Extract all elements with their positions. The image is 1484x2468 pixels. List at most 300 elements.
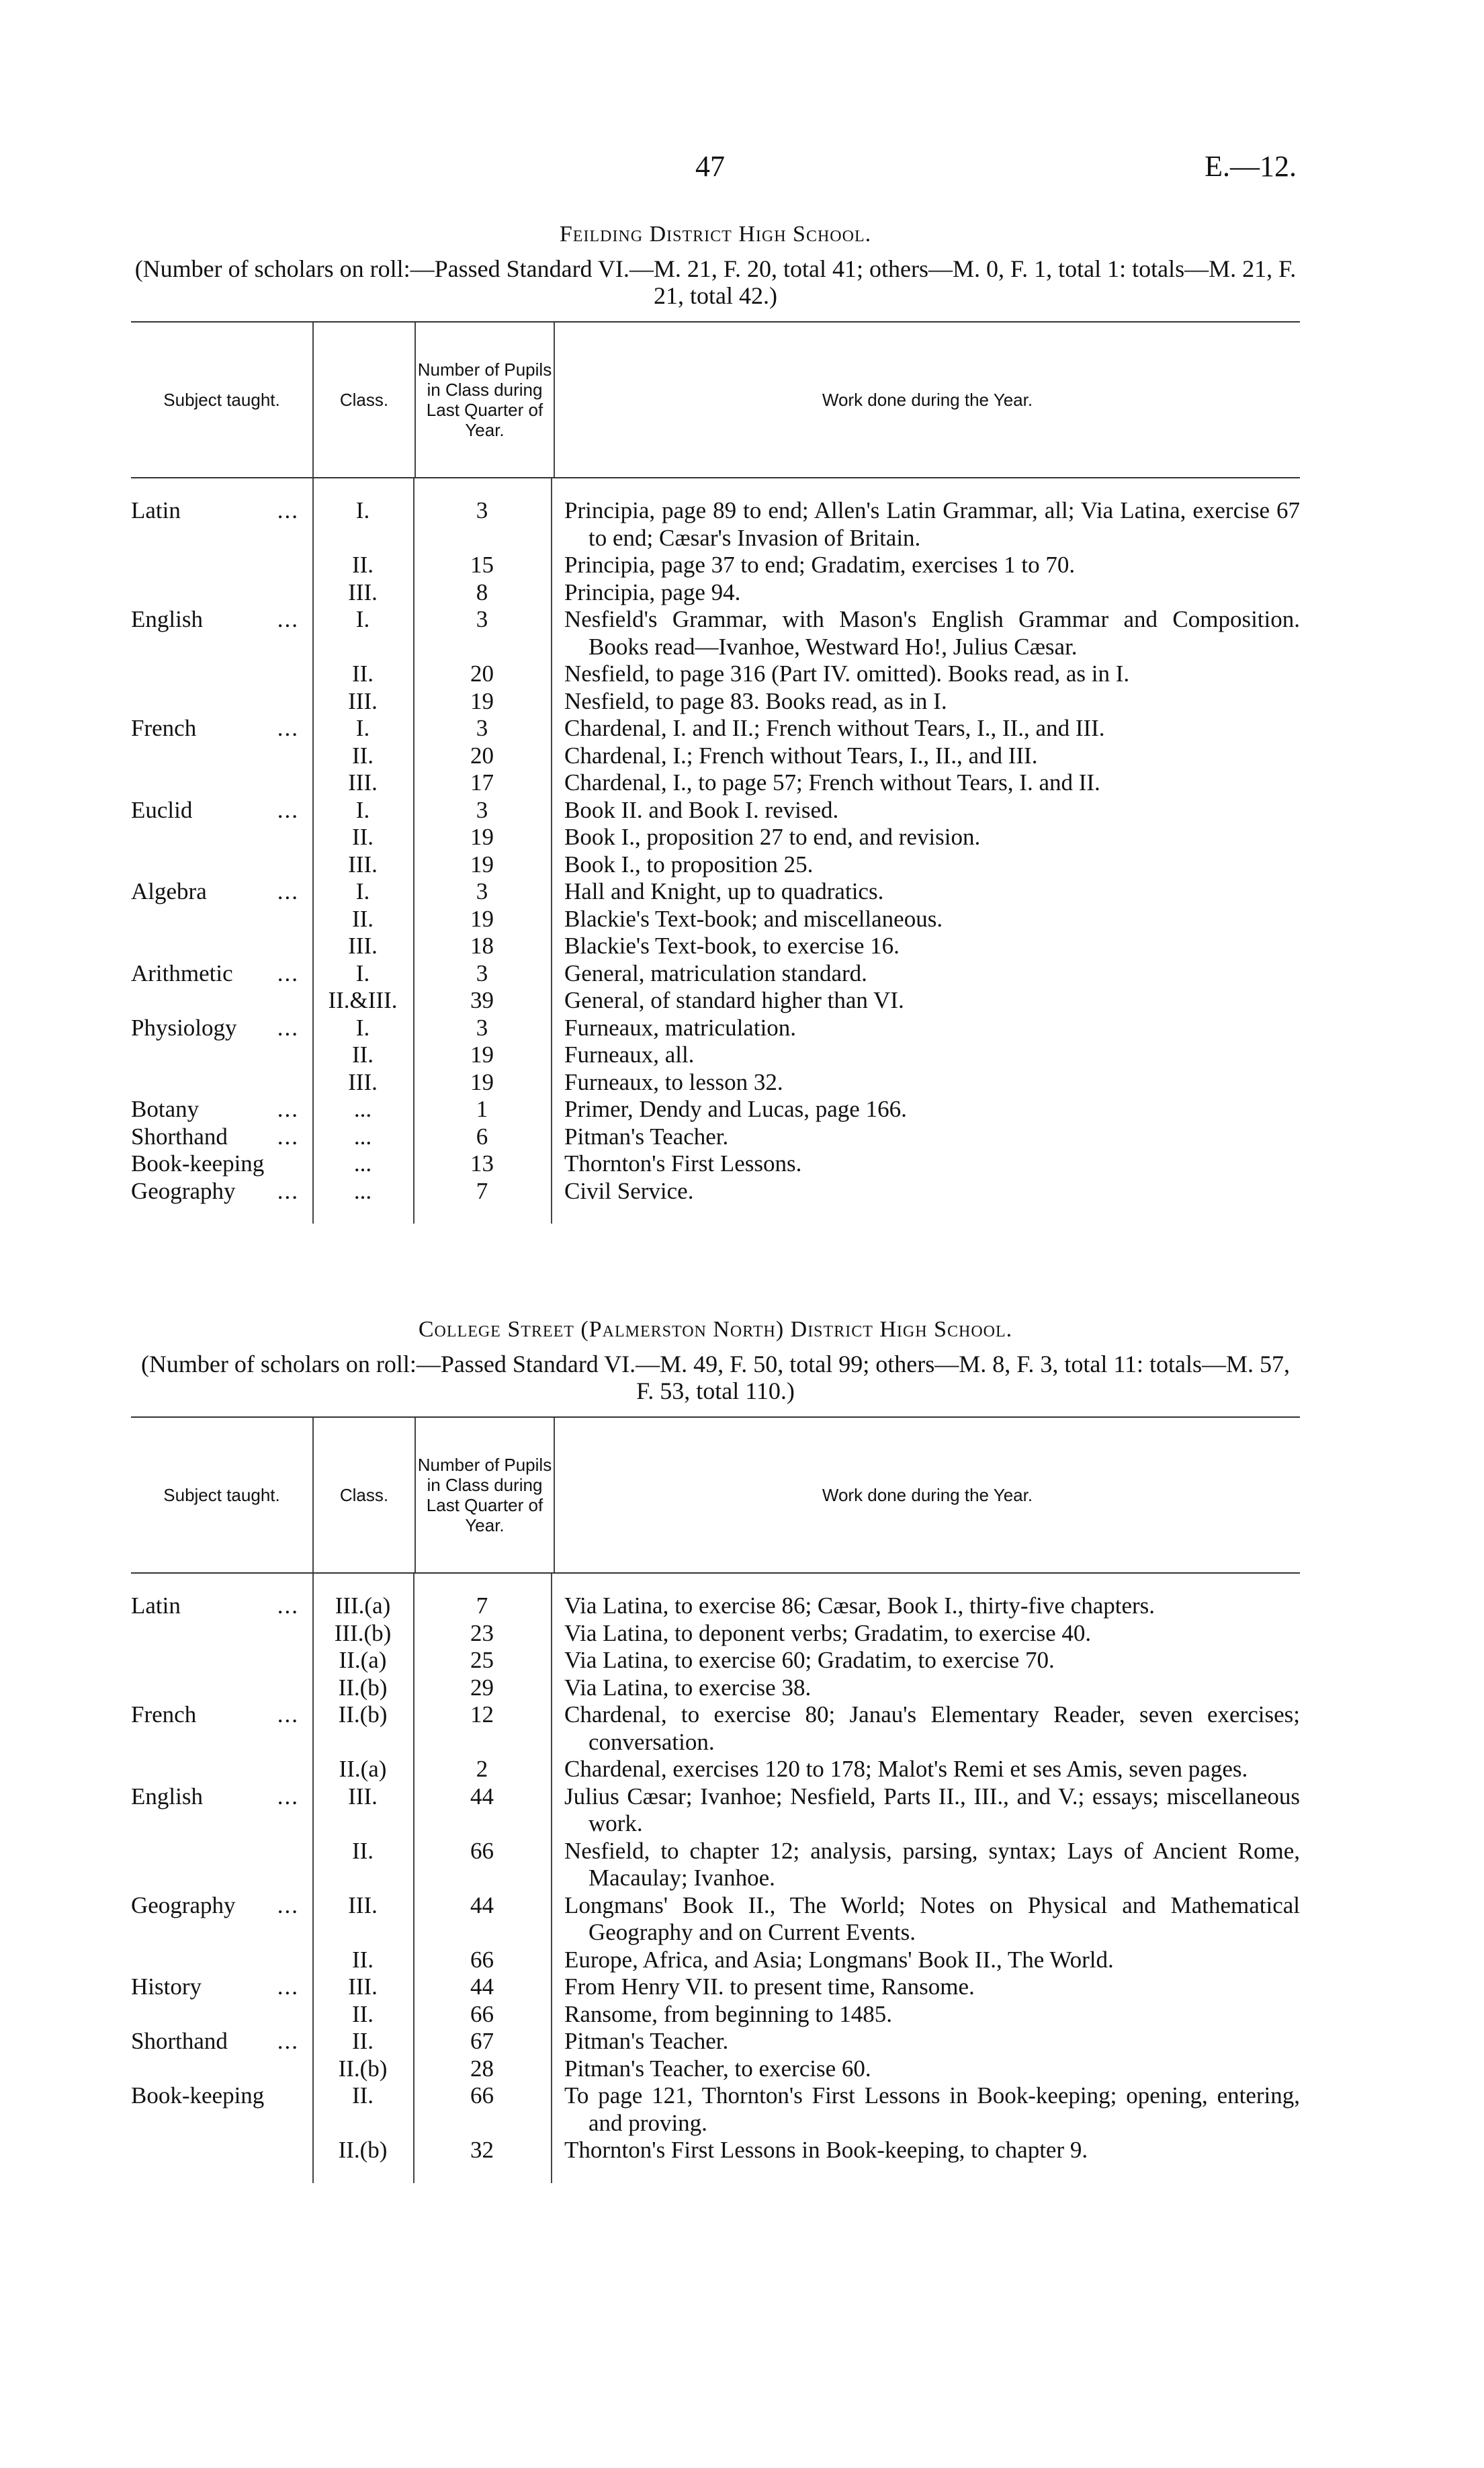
table-row (131, 1947, 1300, 1974)
row-pupils: 3 (476, 715, 488, 741)
row-work (551, 2137, 1300, 2164)
row-work (551, 851, 1300, 879)
row-subject (131, 878, 312, 906)
work-text: Nesfield, to page 316 (Part IV. omitted). Books read, as in I. (564, 661, 1130, 687)
table-row (131, 552, 1300, 579)
row-work (551, 2028, 1300, 2055)
row-class: III. (348, 1973, 378, 2000)
table-header-row (131, 323, 1300, 477)
work-text: Principia, page 94. (564, 579, 741, 605)
table-row (131, 2055, 1300, 2083)
work-text: Hall and Knight, up to quadratics. (564, 878, 884, 904)
work-text: Book I., to proposition 25. (564, 851, 814, 878)
row-class: III. (348, 1891, 378, 1918)
row-subject (131, 579, 312, 607)
work-text: Book I., proposition 27 to end, and revision. (564, 824, 981, 850)
work-table (131, 1416, 1300, 2183)
header-class: Class. (312, 1418, 414, 1572)
row-work (551, 1592, 1300, 1620)
row-class: I. (355, 715, 370, 741)
row-pupils: 32 (470, 2137, 494, 2163)
table-row (131, 960, 1300, 988)
row-work (551, 824, 1300, 851)
section-note: (Number of scholars on roll:—Passed Standard VI.—M. 21, F. 20, total 41; others—M. 0, F. 1, total 1: totals—M. 21, F. 21, total 42.) (134, 255, 1297, 309)
table-row (131, 606, 1300, 661)
row-pupils: 17 (470, 769, 494, 796)
row-class: II. (351, 1946, 374, 1973)
row-subject (131, 497, 312, 552)
row-work (551, 1647, 1300, 1674)
row-class: II. (351, 742, 374, 769)
row-pupils: 20 (470, 661, 494, 687)
leader-dots: ... (277, 1014, 299, 1041)
leader-dots: ... (277, 2028, 299, 2054)
row-work (551, 1015, 1300, 1042)
row-class: III. (348, 1068, 378, 1095)
row-work (551, 1178, 1300, 1205)
row-class: II. (351, 1837, 374, 1864)
work-text: Pitman's Teacher. (564, 1123, 729, 1150)
work-text: Pitman's Teacher, to exercise 60. (564, 2055, 871, 2082)
work-text: Furneaux, to lesson 32. (564, 1068, 783, 1095)
row-pupils: 44 (470, 1783, 494, 1810)
work-text: Pitman's Teacher. (564, 2028, 729, 2054)
work-text: Blackie's Text-book, to exercise 16. (564, 933, 900, 959)
row-pupils: 66 (470, 2082, 494, 2109)
row-class: II.(b) (338, 1701, 388, 1728)
row-class: II.(b) (338, 1674, 388, 1701)
header-work: Work done during the Year. (554, 323, 1300, 477)
row-work (551, 1973, 1300, 2001)
subject-name: Shorthand (131, 1123, 228, 1150)
row-subject (131, 1647, 312, 1674)
table-row (131, 579, 1300, 607)
work-text: General, of standard higher than VI. (564, 987, 904, 1013)
work-text: Longmans' Book II., The World; Notes on Physical and Mathematical Geography and on Current Events. (564, 1891, 1300, 1945)
leader-dots: ... (277, 1891, 299, 1918)
table-row (131, 2028, 1300, 2055)
row-pupils: 19 (470, 687, 494, 714)
row-work (551, 742, 1300, 770)
row-subject (131, 1123, 312, 1151)
row-pupils: 3 (476, 497, 488, 523)
work-text: Principia, page 89 to end; Allen's Latin Grammar, all; Via Latina, exercise 67 to end; Cæsar's Invasion of Britain. (564, 497, 1300, 551)
row-work (551, 1123, 1300, 1151)
subject-name: Latin (131, 497, 181, 523)
table-row (131, 1123, 1300, 1151)
table-row (131, 1701, 1300, 1756)
header-pupils: Number of Pupils in Class during Last Quarter of Year. (414, 1418, 554, 1572)
row-pupils: 66 (470, 1946, 494, 1973)
row-subject (131, 1756, 312, 1783)
subject-name: Arithmetic (131, 960, 233, 986)
row-subject (131, 769, 312, 797)
row-subject (131, 906, 312, 933)
row-class: III. (348, 933, 378, 959)
row-pupils: 3 (476, 960, 488, 986)
row-subject (131, 824, 312, 851)
row-work (551, 715, 1300, 742)
table-row (131, 1647, 1300, 1674)
row-class: I. (355, 878, 370, 904)
row-class: I. (355, 1014, 370, 1041)
row-work (551, 797, 1300, 824)
body-bottom-gap (131, 1205, 1300, 1224)
work-text: General, matriculation standard. (564, 960, 867, 986)
subject-name: French (131, 1701, 197, 1728)
reference-code: E.—12. (1205, 150, 1297, 183)
work-text: Julius Cæsar; Ivanhoe; Nesfield, Parts II., III., and V.; essays; miscellaneous work. (564, 1783, 1300, 1836)
header-class: Class. (312, 323, 414, 477)
row-work (551, 769, 1300, 797)
work-text: Civil Service. (564, 1177, 694, 1204)
row-pupils: 19 (470, 1041, 494, 1068)
leader-dots: ... (277, 606, 299, 632)
table-header-row (131, 1418, 1300, 1572)
row-subject (131, 1947, 312, 1974)
section-note: (Number of scholars on roll:—Passed Standard VI.—M. 49, F. 50, total 99; others—M. 8, F. 3, total 11: totals—M. 57, F. 53, total 110.) (140, 1351, 1291, 1404)
header-work: Work done during the Year. (554, 1418, 1300, 1572)
row-work (551, 1150, 1300, 1178)
subject-name: Book-keeping (131, 2082, 265, 2109)
row-work (551, 1674, 1300, 1702)
work-text: Chardenal, I., to page 57; French without Tears, I. and II. (564, 769, 1100, 796)
leader-dots: ... (277, 1592, 299, 1619)
row-subject (131, 2001, 312, 2029)
row-subject (131, 2137, 312, 2164)
row-pupils: 19 (470, 1068, 494, 1095)
row-subject (131, 715, 312, 742)
row-subject (131, 851, 312, 879)
header-subject: Subject taught. (163, 1485, 280, 1505)
row-work (551, 1620, 1300, 1648)
row-subject (131, 1783, 312, 1838)
table-row (131, 769, 1300, 797)
row-pupils: 29 (470, 1674, 494, 1701)
row-pupils: 25 (470, 1647, 494, 1673)
page-number: 47 (695, 150, 725, 183)
table-row (131, 1041, 1300, 1069)
table-row (131, 715, 1300, 742)
row-pupils: 67 (470, 2028, 494, 2054)
header-pupils: Number of Pupils in Class during Last Quarter of Year. (414, 323, 554, 477)
table-row (131, 1096, 1300, 1123)
subject-name: Geography (131, 1891, 236, 1918)
table-row (131, 2082, 1300, 2137)
section-feilding (131, 222, 1300, 1224)
row-work (551, 579, 1300, 607)
table-row (131, 824, 1300, 851)
table-row (131, 1892, 1300, 1947)
row-subject (131, 1620, 312, 1648)
header-subject: Subject taught. (163, 390, 280, 410)
row-pupils: 13 (470, 1150, 494, 1177)
row-class: II.(b) (338, 2137, 388, 2163)
row-pupils: 6 (476, 1123, 488, 1150)
row-subject (131, 1015, 312, 1042)
row-class: II. (351, 661, 374, 687)
row-class: III. (348, 1783, 378, 1810)
subject-name: Shorthand (131, 2028, 228, 2054)
table-row (131, 1783, 1300, 1838)
row-class: I. (355, 497, 370, 523)
table-row (131, 497, 1300, 552)
table-row (131, 1015, 1300, 1042)
leader-dots: ... (277, 960, 299, 986)
leader-dots: ... (277, 1177, 299, 1204)
row-work (551, 960, 1300, 988)
subject-name: Euclid (131, 796, 193, 823)
row-subject (131, 2055, 312, 2083)
work-text: Nesfield's Grammar, with Mason's English Grammar and Composition. Books read—Ivanhoe, Westward Ho!, Julius Cæsar. (564, 606, 1300, 660)
row-subject (131, 1096, 312, 1123)
row-pupils: 12 (470, 1701, 494, 1728)
work-text: Furneaux, matriculation. (564, 1014, 797, 1041)
row-work (551, 906, 1300, 933)
section-college-street (131, 1317, 1300, 2183)
table-body (131, 478, 1300, 1224)
table-row (131, 1674, 1300, 1702)
work-text: Chardenal, I. and II.; French without Tears, I., II., and III. (564, 715, 1105, 741)
subject-name: Physiology (131, 1014, 237, 1041)
row-subject (131, 1592, 312, 1620)
row-class: I. (355, 960, 370, 986)
subject-name: History (131, 1973, 202, 2000)
table-row (131, 797, 1300, 824)
row-class: II. (351, 1041, 374, 1068)
row-subject (131, 1892, 312, 1947)
row-class: II. (351, 2082, 374, 2109)
leader-dots: ... (277, 1783, 299, 1810)
leader-dots: ... (277, 715, 299, 741)
work-text: Primer, Dendy and Lucas, page 166. (564, 1096, 907, 1122)
page-header (131, 149, 1297, 189)
row-pupils: 19 (470, 905, 494, 932)
row-subject (131, 1069, 312, 1097)
row-subject (131, 742, 312, 770)
subject-name: Algebra (131, 878, 207, 904)
work-text: Chardenal, to exercise 80; Janau's Elementary Reader, seven exercises; conversation. (564, 1701, 1300, 1755)
work-text: Via Latina, to exercise 38. (564, 1674, 812, 1701)
leader-dots: ... (277, 1973, 299, 2000)
table-row (131, 1150, 1300, 1178)
leader-dots: ... (277, 1123, 299, 1150)
work-text: Principia, page 37 to end; Gradatim, exercises 1 to 70. (564, 552, 1076, 578)
row-subject (131, 797, 312, 824)
work-text: Furneaux, all. (564, 1041, 695, 1068)
body-top-gap (131, 478, 1300, 497)
row-work (551, 1783, 1300, 1838)
table-row (131, 1973, 1300, 2001)
table-row (131, 2137, 1300, 2164)
row-work (551, 878, 1300, 906)
work-text: Nesfield, to chapter 12; analysis, parsing, syntax; Lays of Ancient Rome, Macaulay; Ivanhoe. (564, 1837, 1300, 1891)
leader-dots: ... (277, 796, 299, 823)
table-row (131, 1592, 1300, 1620)
row-pupils: 19 (470, 851, 494, 878)
row-pupils: 66 (470, 2000, 494, 2027)
row-pupils: 1 (476, 1096, 488, 1122)
row-class: I. (355, 796, 370, 823)
table-row (131, 878, 1300, 906)
row-pupils: 20 (470, 742, 494, 769)
row-pupils: 44 (470, 1891, 494, 1918)
table-row (131, 2001, 1300, 2029)
row-class: III. (348, 851, 378, 878)
body-bottom-gap (131, 2164, 1300, 2183)
section-title: College Street (Palmerston North) District High School. (418, 1317, 1013, 1342)
table-row (131, 851, 1300, 879)
row-subject (131, 2082, 312, 2137)
row-pupils: 7 (476, 1177, 488, 1204)
row-pupils: 66 (470, 1837, 494, 1864)
row-work (551, 1701, 1300, 1756)
table-row (131, 906, 1300, 933)
row-class: III. (348, 579, 378, 605)
row-class: II. (351, 905, 374, 932)
row-pupils: 39 (470, 987, 494, 1013)
row-pupils: 18 (470, 933, 494, 959)
row-class: II. (351, 552, 374, 578)
work-text: Blackie's Text-book; and miscellaneous. (564, 905, 943, 932)
work-text: Ransome, from beginning to 1485. (564, 2000, 893, 2027)
subject-name: French (131, 715, 197, 741)
table-row (131, 688, 1300, 716)
row-subject (131, 1150, 312, 1178)
subject-name: Book-keeping (131, 1150, 265, 1177)
row-work (551, 688, 1300, 716)
row-subject (131, 1041, 312, 1069)
leader-dots: ... (277, 1701, 299, 1728)
row-class: III. (348, 687, 378, 714)
table-body (131, 1574, 1300, 2183)
row-class: ... (353, 1177, 372, 1204)
subject-name: Botany (131, 1096, 200, 1122)
row-pupils: 3 (476, 796, 488, 823)
work-text: To page 121, Thornton's First Lessons in Book-keeping; opening, entering, and proving. (564, 2082, 1300, 2136)
row-pupils: 15 (470, 552, 494, 578)
row-pupils: 23 (470, 1619, 494, 1646)
work-text: Via Latina, to deponent verbs; Gradatim, to exercise 40. (564, 1619, 1092, 1646)
row-work (551, 497, 1300, 552)
row-class: III.(b) (334, 1619, 392, 1646)
row-work (551, 1041, 1300, 1069)
row-class: ... (353, 1123, 372, 1150)
work-text: From Henry VII. to present time, Ransome. (564, 1973, 975, 2000)
row-pupils: 3 (476, 878, 488, 904)
section-title: Feilding District High School. (559, 222, 872, 247)
body-top-gap (131, 1574, 1300, 1592)
row-subject (131, 1178, 312, 1205)
row-class: III.(a) (335, 1592, 391, 1619)
table-row (131, 1069, 1300, 1097)
subject-name: Geography (131, 1177, 236, 1204)
row-pupils: 19 (470, 824, 494, 850)
row-subject (131, 552, 312, 579)
row-subject (131, 1674, 312, 1702)
leader-dots: ... (277, 497, 299, 523)
row-class: III. (348, 769, 378, 796)
row-pupils: 28 (470, 2055, 494, 2082)
row-work (551, 2082, 1300, 2137)
row-class: ... (353, 1096, 372, 1122)
row-subject (131, 960, 312, 988)
work-text: Chardenal, exercises 120 to 178; Malot's Remi et ses Amis, seven pages. (564, 1756, 1248, 1782)
row-subject (131, 1973, 312, 2001)
row-subject (131, 606, 312, 661)
subject-name: English (131, 1783, 203, 1810)
table-row (131, 933, 1300, 960)
leader-dots: ... (277, 878, 299, 904)
row-class: ... (353, 1150, 372, 1177)
row-work (551, 1096, 1300, 1123)
row-pupils: 8 (476, 579, 488, 605)
table-row (131, 1620, 1300, 1648)
row-subject (131, 1838, 312, 1892)
row-class: II.(a) (339, 1756, 387, 1782)
row-pupils: 44 (470, 1973, 494, 2000)
work-text: Chardenal, I.; French without Tears, I., II., and III. (564, 742, 1038, 769)
row-class: II. (351, 824, 374, 850)
work-table (131, 321, 1300, 1224)
work-text: Book II. and Book I. revised. (564, 796, 839, 823)
row-work (551, 2001, 1300, 2029)
row-work (551, 1756, 1300, 1783)
work-text: Thornton's First Lessons. (564, 1150, 802, 1177)
row-work (551, 606, 1300, 661)
row-class: II.&III. (328, 987, 398, 1013)
row-subject (131, 1701, 312, 1756)
row-class: II.(a) (339, 1647, 387, 1673)
table-row (131, 1756, 1300, 1783)
row-work (551, 552, 1300, 579)
row-work (551, 933, 1300, 960)
row-work (551, 2055, 1300, 2083)
row-pupils: 3 (476, 1014, 488, 1041)
row-work (551, 1838, 1300, 1892)
row-subject (131, 933, 312, 960)
table-row (131, 661, 1300, 688)
row-class: II. (351, 2028, 374, 2054)
row-subject (131, 987, 312, 1015)
row-class: II.(b) (338, 2055, 388, 2082)
subject-name: English (131, 606, 203, 632)
work-text: Nesfield, to page 83. Books read, as in I. (564, 687, 947, 714)
work-text: Via Latina, to exercise 60; Gradatim, to exercise 70. (564, 1647, 1055, 1673)
work-text: Europe, Africa, and Asia; Longmans' Book II., The World. (564, 1946, 1114, 1973)
row-work (551, 1892, 1300, 1947)
row-pupils: 7 (476, 1592, 488, 1619)
work-text: Via Latina, to exercise 86; Cæsar, Book I., thirty-five chapters. (564, 1592, 1155, 1619)
leader-dots: ... (277, 1096, 299, 1122)
row-work (551, 661, 1300, 688)
row-subject (131, 2028, 312, 2055)
table-row (131, 742, 1300, 770)
table-row (131, 987, 1300, 1015)
row-work (551, 987, 1300, 1015)
table-row (131, 1838, 1300, 1892)
work-text: Thornton's First Lessons in Book-keeping, to chapter 9. (564, 2137, 1088, 2163)
table-row (131, 1178, 1300, 1205)
row-subject (131, 661, 312, 688)
row-subject (131, 688, 312, 716)
row-class: II. (351, 2000, 374, 2027)
row-class: I. (355, 606, 370, 632)
row-work (551, 1069, 1300, 1097)
subject-name: Latin (131, 1592, 181, 1619)
row-pupils: 2 (476, 1756, 488, 1782)
row-pupils: 3 (476, 606, 488, 632)
